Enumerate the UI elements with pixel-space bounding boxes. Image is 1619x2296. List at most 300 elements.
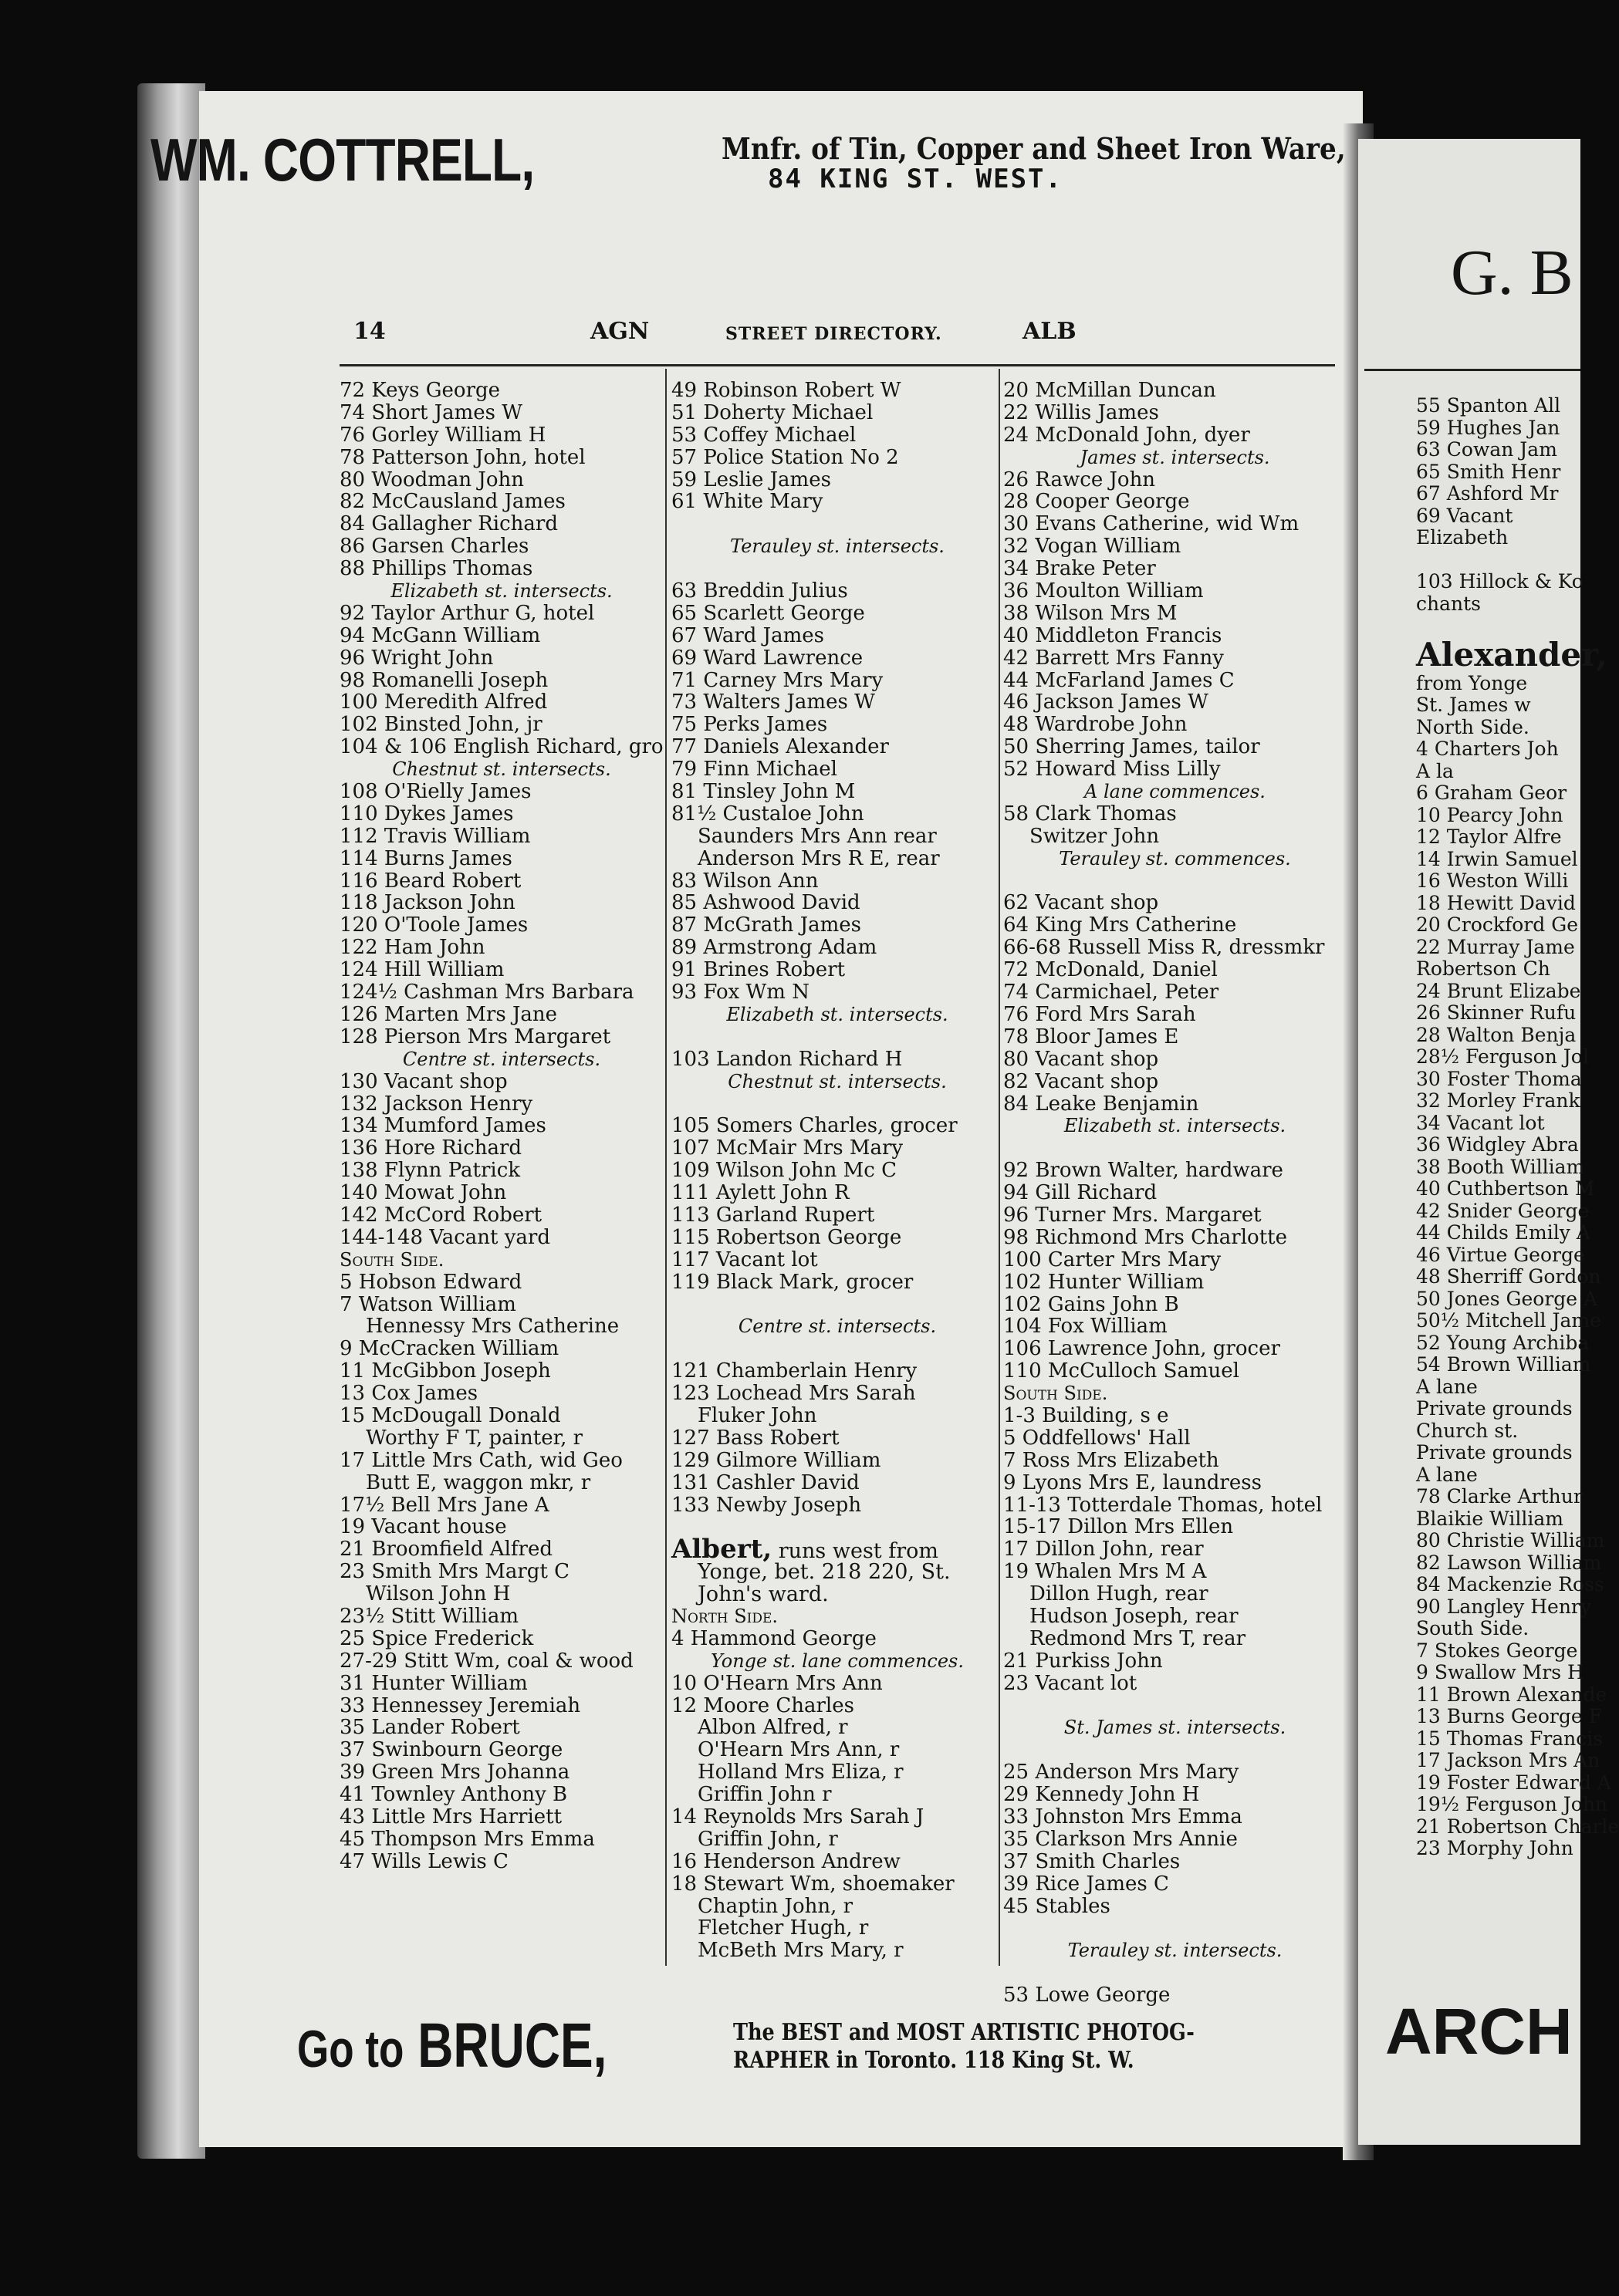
cross-street-note: Elizabeth st. intersects. bbox=[390, 580, 613, 603]
directory-column-3 bbox=[1003, 380, 1347, 2007]
header-rule bbox=[340, 364, 1335, 366]
directory-entry: 94 Gill Richard bbox=[1003, 1181, 1158, 1205]
spacer bbox=[671, 1093, 1003, 1116]
directory-entry: Holland Mrs Eliza, r bbox=[698, 1761, 904, 1784]
directory-entry: 136 Hore Richard bbox=[340, 1136, 522, 1160]
directory-entry: 79 Finn Michael bbox=[671, 758, 837, 782]
directory-entry: 31 Hunter William bbox=[340, 1671, 528, 1695]
directory-entry: 104 Fox William bbox=[1003, 1315, 1168, 1339]
directory-entry: 15-17 Dillon Mrs Ellen bbox=[1003, 1515, 1234, 1539]
directory-entry: 112 Travis William bbox=[340, 824, 531, 848]
directory-entry: 73 Walters James W bbox=[671, 690, 875, 714]
street-description: John's ward. bbox=[698, 1582, 829, 1607]
directory-entry: Dillon Hugh, rear bbox=[1029, 1582, 1208, 1606]
right-page-entry: St. James w bbox=[1416, 694, 1531, 716]
right-page-entry: Church st. bbox=[1416, 1419, 1519, 1442]
right-page-entry: South Side. bbox=[1416, 1617, 1529, 1639]
directory-entry: 42 Barrett Mrs Fanny bbox=[1003, 646, 1224, 670]
directory-entry: 72 McDonald, Daniel bbox=[1003, 958, 1218, 982]
right-page-entry: 15 Thomas Francis bbox=[1416, 1727, 1604, 1750]
directory-column-1 bbox=[340, 380, 664, 1873]
right-page-entry: 28½ Ferguson Jol bbox=[1416, 1045, 1589, 1068]
directory-entry: 23 Smith Mrs Margt C bbox=[340, 1560, 570, 1584]
directory-entry: 7 Ross Mrs Elizabeth bbox=[1003, 1448, 1219, 1472]
directory-entry: 92 Taylor Arthur G, hotel bbox=[340, 601, 595, 625]
directory-entry: 23½ Stitt William bbox=[340, 1604, 519, 1628]
directory-entry: Saunders Mrs Ann rear bbox=[698, 824, 937, 848]
directory-entry: 94 McGann William bbox=[340, 623, 541, 647]
directory-entry: 128 Pierson Mrs Margaret bbox=[340, 1025, 611, 1048]
directory-entry: 72 Keys George bbox=[340, 379, 501, 402]
right-page-entry: 6 Graham Geor bbox=[1416, 782, 1567, 804]
directory-entry: 131 Cashler David bbox=[671, 1470, 860, 1494]
directory-entry: 59 Leslie James bbox=[671, 468, 831, 491]
directory-entry: 63 Breddin Julius bbox=[671, 579, 848, 603]
directory-entry: Albon Alfred, r bbox=[698, 1716, 848, 1740]
directory-entry: 33 Johnston Mrs Emma bbox=[1003, 1805, 1242, 1828]
directory-entry: Griffin John r bbox=[698, 1783, 832, 1807]
book-page-edge bbox=[137, 83, 205, 2159]
right-page-entry: Alexander, bbox=[1416, 635, 1607, 674]
directory-entry: 26 Rawce John bbox=[1003, 468, 1156, 491]
right-page-entry: 30 Foster Thoma bbox=[1416, 1067, 1582, 1090]
right-page-entry: 14 Irwin Samuel bbox=[1416, 847, 1578, 870]
directory-entry: 120 O'Toole James bbox=[340, 913, 529, 937]
right-page-entry: Private grounds bbox=[1416, 1441, 1573, 1464]
directory-entry: 104 & 106 English Richard, gro bbox=[340, 735, 664, 759]
directory-entry: 61 White Mary bbox=[671, 490, 823, 514]
right-page-entry: 82 Lawson William bbox=[1416, 1551, 1602, 1574]
directory-entry: 52 Howard Miss Lilly bbox=[1003, 758, 1221, 782]
spacer bbox=[1003, 870, 1347, 893]
directory-entry: Butt E, waggon mkr, r bbox=[366, 1470, 591, 1494]
directory-entry: 100 Meredith Alfred bbox=[340, 690, 548, 714]
directory-entry: 41 Townley Anthony B bbox=[340, 1783, 568, 1807]
cross-street-note: Yonge st. lane commences. bbox=[710, 1649, 964, 1672]
directory-entry: 85 Ashwood David bbox=[671, 891, 860, 915]
directory-entry: 91 Brines Robert bbox=[671, 958, 846, 982]
directory-entry: 35 Lander Robert bbox=[340, 1716, 520, 1740]
cross-street-note: St. James st. intersects. bbox=[1063, 1717, 1286, 1739]
cross-street-note: James st. intersects. bbox=[1080, 446, 1270, 468]
page-number: 14 bbox=[353, 318, 386, 345]
spacer bbox=[671, 1338, 1003, 1360]
directory-entry: 35 Clarkson Mrs Annie bbox=[1003, 1827, 1238, 1851]
street-side-heading: North Side. bbox=[671, 1605, 779, 1627]
directory-entry: 29 Kennedy John H bbox=[1003, 1783, 1200, 1807]
directory-entry: 142 McCord Robert bbox=[340, 1203, 542, 1227]
cross-street-note: Elizabeth st. intersects. bbox=[1063, 1115, 1286, 1137]
street-side-heading: South Side. bbox=[340, 1248, 444, 1271]
directory-entry: 82 McCausland James bbox=[340, 490, 566, 514]
running-head-left-key: AGN bbox=[590, 318, 650, 345]
right-page-footer: ARCH bbox=[1385, 1995, 1573, 2068]
advertiser-trade: Mnfr. of Tin, Copper and Sheet Iron Ware, bbox=[722, 131, 1346, 166]
directory-entry: 74 Short James W bbox=[340, 400, 522, 424]
directory-entry: 40 Middleton Francis bbox=[1003, 623, 1222, 647]
directory-entry: 118 Jackson John bbox=[340, 891, 515, 915]
spacer bbox=[1003, 1137, 1347, 1160]
right-page-entry: 44 Childs Emily A bbox=[1416, 1221, 1590, 1244]
directory-entry: 71 Carney Mrs Mary bbox=[671, 668, 884, 692]
directory-entry: 102 Hunter William bbox=[1003, 1270, 1205, 1294]
directory-entry: 65 Scarlett George bbox=[671, 601, 865, 625]
directory-entry: 83 Wilson Ann bbox=[671, 869, 819, 893]
directory-entry: 82 Vacant shop bbox=[1003, 1069, 1159, 1093]
footer-ad-go: Go to bbox=[297, 2020, 404, 2078]
directory-entry: 102 Binsted John, jr bbox=[340, 713, 542, 737]
right-page-entry: 28 Walton Benja bbox=[1416, 1023, 1577, 1046]
street-heading: Albert, runs west from bbox=[671, 1534, 938, 1565]
right-page-entry: 103 Hillock & Ko bbox=[1416, 570, 1584, 593]
directory-entry: 39 Rice James C bbox=[1003, 1872, 1169, 1896]
directory-entry: Hudson Joseph, rear bbox=[1029, 1604, 1239, 1628]
directory-entry: Hennessy Mrs Catherine bbox=[366, 1315, 620, 1339]
right-page-entry bbox=[1416, 615, 1619, 637]
cross-street-note: Chestnut st. intersects. bbox=[392, 758, 611, 781]
right-page-entry: 80 Christie William bbox=[1416, 1529, 1605, 1551]
directory-entry: 80 Vacant shop bbox=[1003, 1047, 1159, 1071]
cross-street-note: Chestnut st. intersects. bbox=[728, 1070, 947, 1092]
directory-entry: 106 Lawrence John, grocer bbox=[1003, 1337, 1280, 1361]
spacer bbox=[671, 513, 1003, 535]
directory-entry: 18 Stewart Wm, shoemaker bbox=[671, 1872, 955, 1896]
directory-entry: 34 Brake Peter bbox=[1003, 557, 1156, 581]
right-page-entry: 38 Booth William bbox=[1416, 1155, 1585, 1178]
header-advertisement bbox=[150, 116, 1346, 231]
directory-entry: 77 Daniels Alexander bbox=[671, 735, 889, 759]
street-description: Yonge, bet. 218 220, St. bbox=[698, 1560, 951, 1585]
directory-entry: 14 Reynolds Mrs Sarah J bbox=[671, 1805, 924, 1828]
right-page-entry: 52 Young Archiba bbox=[1416, 1331, 1590, 1354]
right-page-entry: 59 Hughes Jan bbox=[1416, 416, 1560, 439]
directory-entry: 50 Sherring James, tailor bbox=[1003, 735, 1260, 759]
directory-column-2 bbox=[671, 380, 1003, 1962]
directory-entry: 15 McDougall Donald bbox=[340, 1403, 561, 1427]
right-page-entry: 42 Snider George bbox=[1416, 1199, 1590, 1222]
right-page-entry: 34 Vacant lot bbox=[1416, 1111, 1545, 1134]
right-page-column bbox=[1416, 395, 1619, 1860]
right-page-entry: 20 Crockford Ge bbox=[1416, 913, 1579, 936]
right-page-entry: 19 Foster Edward A bbox=[1416, 1771, 1611, 1794]
right-page-entry: 10 Pearcy John bbox=[1416, 803, 1563, 826]
right-page-entry: 40 Cuthbertson M bbox=[1416, 1177, 1595, 1200]
directory-entry: 110 McCulloch Samuel bbox=[1003, 1359, 1239, 1383]
directory-entry: 53 Coffey Michael bbox=[671, 423, 857, 447]
directory-entry: Griffin John, r bbox=[698, 1827, 838, 1851]
directory-entry: 30 Evans Catherine, wid Wm bbox=[1003, 512, 1300, 536]
right-page-entry: 16 Weston Willi bbox=[1416, 869, 1569, 892]
directory-entry: 89 Armstrong Adam bbox=[671, 936, 877, 960]
right-page-entry: 67 Ashford Mr bbox=[1416, 482, 1559, 505]
directory-entry: 19 Whalen Mrs M A bbox=[1003, 1560, 1207, 1584]
directory-entry: 10 O'Hearn Mrs Ann bbox=[671, 1671, 883, 1695]
directory-entry: 105 Somers Charles, grocer bbox=[671, 1114, 958, 1138]
right-page-entry: 48 Sherriff Gordon bbox=[1416, 1265, 1601, 1288]
directory-entry: 96 Wright John bbox=[340, 646, 494, 670]
directory-entry: 115 Robertson George bbox=[671, 1225, 902, 1249]
directory-entry: 93 Fox Wm N bbox=[671, 981, 810, 1004]
footer-advertisement bbox=[297, 2010, 1323, 2118]
directory-entry: 114 Burns James bbox=[340, 846, 512, 870]
directory-entry: 96 Turner Mrs. Margaret bbox=[1003, 1203, 1262, 1227]
directory-entry: 124 Hill William bbox=[340, 958, 505, 982]
directory-entry: 53 Lowe George bbox=[1003, 1984, 1171, 2007]
right-page-entry: 24 Brunt Elizabe bbox=[1416, 979, 1581, 1002]
directory-entry: 111 Aylett John R bbox=[671, 1181, 850, 1205]
right-page-entry: 19½ Ferguson John bbox=[1416, 1793, 1608, 1815]
right-page-entry: 36 Widgley Abra bbox=[1416, 1133, 1579, 1156]
directory-entry: 116 Beard Robert bbox=[340, 869, 522, 893]
right-page-entry: 46 Virtue George bbox=[1416, 1243, 1585, 1266]
right-page-entry: 90 Langley Henry bbox=[1416, 1595, 1592, 1618]
directory-entry: Redmond Mrs T, rear bbox=[1029, 1626, 1246, 1650]
directory-entry: 5 Hobson Edward bbox=[340, 1270, 522, 1294]
cross-street-note: A lane commences. bbox=[1084, 781, 1266, 803]
directory-entry: 84 Gallagher Richard bbox=[340, 512, 558, 536]
directory-entry: 58 Clark Thomas bbox=[1003, 802, 1177, 826]
right-page-header: G. B bbox=[1451, 237, 1573, 309]
directory-entry: 124½ Cashman Mrs Barbara bbox=[340, 981, 634, 1004]
directory-entry: 47 Wills Lewis C bbox=[340, 1849, 509, 1873]
directory-entry: 81 Tinsley John M bbox=[671, 780, 856, 804]
directory-entry: 17 Dillon John, rear bbox=[1003, 1538, 1204, 1562]
directory-entry: 127 Bass Robert bbox=[671, 1426, 840, 1450]
directory-entry: 22 Willis James bbox=[1003, 400, 1159, 424]
right-page-entry: chants bbox=[1416, 592, 1481, 615]
right-page-entry: A lane bbox=[1416, 1463, 1478, 1486]
cross-street-note: Terauley st. intersects. bbox=[1067, 1940, 1283, 1962]
directory-entry: 100 Carter Mrs Mary bbox=[1003, 1248, 1222, 1271]
right-page-entry: 50 Jones George A bbox=[1416, 1287, 1598, 1310]
directory-entry: 23 Vacant lot bbox=[1003, 1671, 1137, 1695]
right-page-entry: 11 Brown Alexande bbox=[1416, 1683, 1607, 1706]
directory-entry: 110 Dykes James bbox=[340, 802, 514, 826]
right-page-entry: 55 Spanton All bbox=[1416, 394, 1561, 417]
directory-entry: 134 Mumford James bbox=[340, 1114, 546, 1138]
directory-entry: 76 Gorley William H bbox=[340, 423, 546, 447]
directory-entry: 78 Patterson John, hotel bbox=[340, 445, 586, 469]
street-side-heading: South Side. bbox=[1003, 1383, 1108, 1405]
directory-entry: 74 Carmichael, Peter bbox=[1003, 981, 1219, 1004]
directory-entry: 19 Vacant house bbox=[340, 1515, 507, 1539]
directory-entry: 108 O'Rielly James bbox=[340, 780, 532, 804]
right-page-entry: Elizabeth bbox=[1416, 526, 1509, 549]
cross-street-note: Terauley st. commences. bbox=[1059, 847, 1291, 869]
directory-entry: 20 McMillan Duncan bbox=[1003, 379, 1216, 402]
directory-entry: 98 Romanelli Joseph bbox=[340, 668, 549, 692]
directory-entry: 81½ Custaloe John bbox=[671, 802, 864, 826]
cross-street-note: Elizabeth st. intersects. bbox=[726, 1003, 948, 1025]
directory-entry: 17½ Bell Mrs Jane A bbox=[340, 1493, 549, 1517]
directory-entry: 102 Gains John B bbox=[1003, 1292, 1179, 1316]
directory-entry: Fluker John bbox=[698, 1403, 817, 1427]
spacer bbox=[671, 1026, 1003, 1048]
directory-entry: 117 Vacant lot bbox=[671, 1248, 818, 1271]
spacer bbox=[1003, 1962, 1347, 1984]
directory-entry: 33 Hennessey Jeremiah bbox=[340, 1693, 581, 1717]
right-page-entry: 69 Vacant bbox=[1416, 504, 1513, 527]
directory-entry: 84 Leake Benjamin bbox=[1003, 1092, 1199, 1116]
directory-entry: 66-68 Russell Miss R, dressmkr bbox=[1003, 936, 1325, 960]
right-page-entry bbox=[1416, 549, 1619, 572]
directory-entry: 38 Wilson Mrs M bbox=[1003, 601, 1178, 625]
directory-entry: 76 Ford Mrs Sarah bbox=[1003, 1002, 1196, 1026]
right-page-entry: A lane bbox=[1416, 1375, 1478, 1398]
directory-entry: 27-29 Stitt Wm, coal & wood bbox=[340, 1649, 634, 1673]
directory-entry: Fletcher Hugh, r bbox=[698, 1916, 869, 1940]
right-page-entry: 63 Cowan Jam bbox=[1416, 438, 1557, 461]
directory-entry: 75 Perks James bbox=[671, 713, 828, 737]
directory-entry: 45 Thompson Mrs Emma bbox=[340, 1827, 595, 1851]
directory-entry: 17 Little Mrs Cath, wid Geo bbox=[340, 1448, 623, 1472]
directory-entry: 87 McGrath James bbox=[671, 913, 861, 937]
footer-ad-line1: The BEST and MOST ARTISTIC PHOTOG- bbox=[733, 2019, 1195, 2046]
directory-entry: 9 McCracken William bbox=[340, 1337, 559, 1361]
right-page-entry: 18 Hewitt David bbox=[1416, 891, 1576, 914]
cross-street-note: Centre st. intersects. bbox=[738, 1315, 937, 1338]
right-page-entry: 13 Burns George F bbox=[1416, 1705, 1602, 1727]
directory-entry: 57 Police Station No 2 bbox=[671, 445, 899, 469]
right-page-entry: 21 Robertson Charle bbox=[1416, 1815, 1619, 1838]
directory-entry: 64 King Mrs Catherine bbox=[1003, 913, 1237, 937]
directory-entry: 98 Richmond Mrs Charlotte bbox=[1003, 1225, 1287, 1249]
directory-entry: 123 Lochead Mrs Sarah bbox=[671, 1382, 916, 1406]
spacer bbox=[671, 1294, 1003, 1316]
directory-entry: 129 Gilmore William bbox=[671, 1448, 881, 1472]
right-page-entry: 84 Mackenzie Ross bbox=[1416, 1573, 1604, 1595]
directory-entry: 12 Moore Charles bbox=[671, 1693, 854, 1717]
directory-entry: 86 Garsen Charles bbox=[340, 535, 529, 559]
directory-entry: 138 Flynn Patrick bbox=[340, 1159, 521, 1183]
right-page-entry: 7 Stokes George bbox=[1416, 1639, 1578, 1662]
right-page-entry: 9 Swallow Mrs H bbox=[1416, 1661, 1584, 1683]
directory-entry: 24 McDonald John, dyer bbox=[1003, 423, 1250, 447]
directory-entry: 48 Wardrobe John bbox=[1003, 713, 1188, 737]
right-page-entry: 22 Murray Jame bbox=[1416, 935, 1575, 958]
directory-entry: Wilson John H bbox=[366, 1582, 511, 1606]
right-page-entry: Blaikie William bbox=[1416, 1507, 1564, 1530]
directory-entry: 49 Robinson Robert W bbox=[671, 379, 901, 402]
advertiser-address: 84 KING ST. WEST. bbox=[768, 164, 1063, 194]
directory-entry: 7 Watson William bbox=[340, 1292, 516, 1316]
directory-entry: 46 Jackson James W bbox=[1003, 690, 1208, 714]
directory-entry: 133 Newby Joseph bbox=[671, 1493, 862, 1517]
directory-entry: 11 McGibbon Joseph bbox=[340, 1359, 551, 1383]
right-page-entry: 23 Morphy John bbox=[1416, 1837, 1573, 1859]
directory-entry: 130 Vacant shop bbox=[340, 1069, 508, 1093]
directory-entry: 121 Chamberlain Henry bbox=[671, 1359, 918, 1383]
directory-entry: 109 Wilson John Mc C bbox=[671, 1159, 897, 1183]
right-page-entry: Robertson Ch bbox=[1416, 957, 1550, 980]
directory-entry: 122 Ham John bbox=[340, 936, 485, 960]
right-page-entry: North Side. bbox=[1416, 715, 1529, 738]
cross-street-note: Terauley st. intersects. bbox=[730, 535, 945, 558]
column-divider bbox=[665, 369, 667, 1966]
directory-entry: 4 Hammond George bbox=[671, 1626, 877, 1650]
directory-entry: 92 Brown Walter, hardware bbox=[1003, 1159, 1283, 1183]
directory-entry: 132 Jackson Henry bbox=[340, 1092, 533, 1116]
directory-entry: 51 Doherty Michael bbox=[671, 400, 874, 424]
right-page-rule bbox=[1364, 369, 1580, 371]
directory-entry: 16 Henderson Andrew bbox=[671, 1849, 901, 1873]
directory-entry: 103 Landon Richard H bbox=[671, 1047, 903, 1071]
directory-entry: 25 Anderson Mrs Mary bbox=[1003, 1761, 1239, 1784]
directory-entry: 126 Marten Mrs Jane bbox=[340, 1002, 558, 1026]
directory-entry: 88 Phillips Thomas bbox=[340, 557, 533, 581]
advertiser-name: WM. COTTRELL, bbox=[150, 126, 535, 194]
directory-entry: 13 Cox James bbox=[340, 1382, 478, 1406]
directory-entry: 36 Moulton William bbox=[1003, 579, 1204, 603]
right-page-entry: 78 Clarke Arthur bbox=[1416, 1485, 1583, 1508]
directory-entry: 43 Little Mrs Harriett bbox=[340, 1805, 563, 1828]
directory-entry: Chaptin John, r bbox=[698, 1894, 853, 1918]
directory-entry: 144-148 Vacant yard bbox=[340, 1225, 550, 1249]
cross-street-note: Centre st. intersects. bbox=[402, 1048, 601, 1070]
right-page-entry: 50½ Mitchell Jame bbox=[1416, 1309, 1601, 1332]
directory-entry: 32 Vogan William bbox=[1003, 535, 1181, 559]
directory-entry: Worthy F T, painter, r bbox=[366, 1426, 583, 1450]
directory-entry: O'Hearn Mrs Ann, r bbox=[698, 1738, 900, 1762]
spacer bbox=[1003, 1739, 1347, 1761]
directory-entry: 80 Woodman John bbox=[340, 468, 524, 491]
directory-entry: 11-13 Totterdale Thomas, hotel bbox=[1003, 1493, 1323, 1517]
directory-entry: 37 Swinbourn George bbox=[340, 1738, 563, 1762]
directory-entry: 78 Bloor James E bbox=[1003, 1025, 1179, 1048]
right-page-entry: 32 Morley Frank bbox=[1416, 1089, 1580, 1112]
directory-entry: 9 Lyons Mrs E, laundress bbox=[1003, 1470, 1262, 1494]
directory-entry: 113 Garland Rupert bbox=[671, 1203, 875, 1227]
directory-entry: 21 Broomfield Alfred bbox=[340, 1538, 553, 1562]
right-page-entry: 54 Brown William bbox=[1416, 1353, 1591, 1376]
directory-entry: 28 Cooper George bbox=[1003, 490, 1190, 514]
directory-entry: Anderson Mrs R E, rear bbox=[698, 846, 940, 870]
running-head-title: STREET DIRECTORY. bbox=[725, 324, 942, 344]
directory-entry: 140 Mowat John bbox=[340, 1181, 507, 1205]
directory-entry: 107 McMair Mrs Mary bbox=[671, 1136, 904, 1160]
footer-ad-headline bbox=[297, 2010, 607, 2082]
right-page-entry: A la bbox=[1416, 759, 1454, 782]
directory-entry: 45 Stables bbox=[1003, 1894, 1110, 1918]
spacer bbox=[671, 558, 1003, 580]
spacer bbox=[1003, 1917, 1347, 1940]
directory-entry: 67 Ward James bbox=[671, 623, 824, 647]
directory-entry: Switzer John bbox=[1029, 824, 1160, 848]
right-page-entry: Private grounds bbox=[1416, 1397, 1573, 1420]
directory-entry: McBeth Mrs Mary, r bbox=[698, 1939, 904, 1963]
right-page-entry: from Yonge bbox=[1416, 671, 1528, 694]
directory-entry: 1-3 Building, s e bbox=[1003, 1403, 1169, 1427]
right-page-entry: 4 Charters Joh bbox=[1416, 738, 1559, 760]
directory-entry: 5 Oddfellows' Hall bbox=[1003, 1426, 1191, 1450]
spacer bbox=[1003, 1695, 1347, 1717]
directory-entry: 119 Black Mark, grocer bbox=[671, 1270, 914, 1294]
right-page-entry: 17 Jackson Mrs An bbox=[1416, 1749, 1600, 1771]
directory-entry: 39 Green Mrs Johanna bbox=[340, 1761, 570, 1784]
right-page-entry: 12 Taylor Alfre bbox=[1416, 826, 1562, 848]
directory-entry: 69 Ward Lawrence bbox=[671, 646, 864, 670]
directory-entry: 25 Spice Frederick bbox=[340, 1626, 534, 1650]
footer-ad-name: BRUCE, bbox=[417, 2011, 607, 2081]
right-page-entry: 26 Skinner Rufu bbox=[1416, 1001, 1577, 1024]
directory-entry: 37 Smith Charles bbox=[1003, 1849, 1181, 1873]
directory-entry: 62 Vacant shop bbox=[1003, 891, 1159, 915]
right-page-entry: 65 Smith Henr bbox=[1416, 460, 1561, 483]
running-head-right-key: ALB bbox=[1022, 318, 1077, 345]
footer-ad-line2: RAPHER in Toronto. 118 King St. W. bbox=[733, 2047, 1134, 2074]
directory-entry: 44 McFarland James C bbox=[1003, 668, 1235, 692]
directory-entry: 21 Purkiss John bbox=[1003, 1649, 1163, 1673]
